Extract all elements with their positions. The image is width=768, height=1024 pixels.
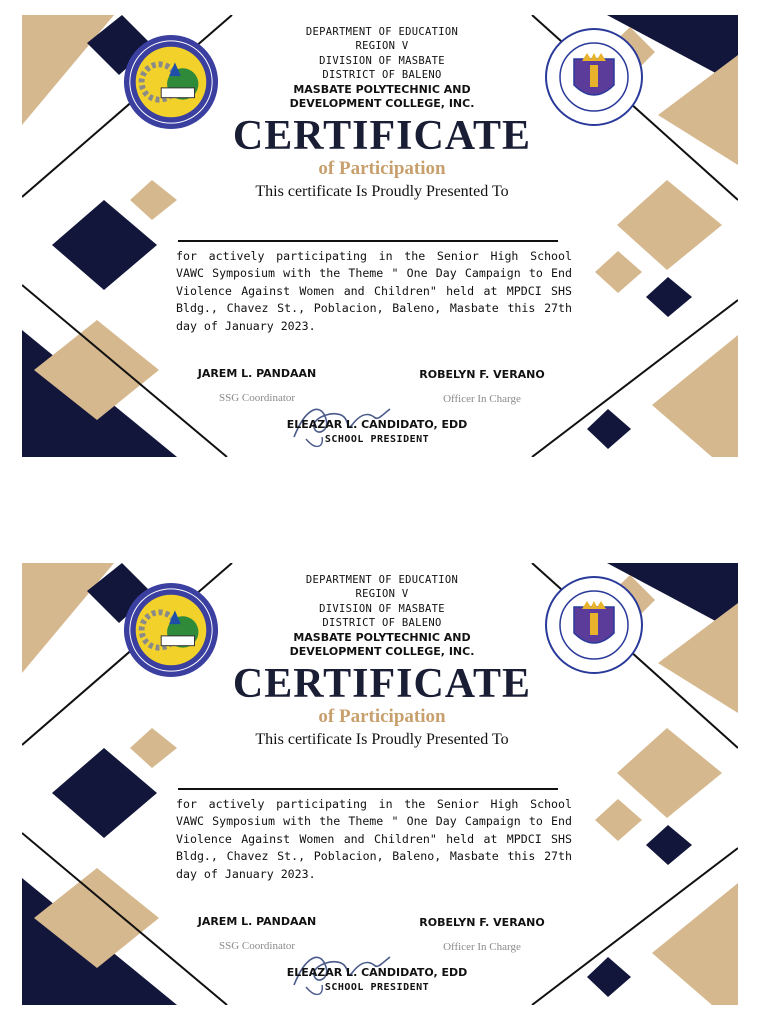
header-division: DIVISION OF MASBATE (319, 603, 445, 615)
signatory-left-name: JAREM L. PANDAAN (197, 915, 317, 928)
presented-to-text: This certificate Is Proudly Presented To (255, 183, 509, 200)
certificate-card (22, 15, 738, 457)
certificate-title: CERTIFICATE (232, 113, 532, 159)
signatory-left-role: SSG Coordinator (218, 392, 296, 404)
school-name-line-2: DEVELOPMENT COLLEGE, INC. (289, 97, 475, 110)
recipient-name-line (178, 788, 558, 790)
certificate-body: for actively participating in the Senior High School VAWC Symposium with the Theme " One Day Campaign to End Violence Against Women and Children" held at MPDCI SHS Bldg., Chavez St., Poblacion, Baleno, Masbate this 27th day of January 2023. (176, 249, 572, 333)
header-region: REGION V (355, 40, 409, 52)
signatory-right-name: ROBELYN F. VERANO (419, 916, 545, 929)
certificate-title: CERTIFICATE (232, 661, 532, 707)
certificate-subtitle: of Participation (318, 158, 446, 179)
signatory-left-name: JAREM L. PANDAAN (197, 367, 317, 380)
president-name: ELEAZAR L. CANDIDATO, EDD (286, 966, 468, 979)
president-role: SCHOOL PRESIDENT (324, 434, 430, 445)
header-region: REGION V (355, 588, 409, 600)
header-department: DEPARTMENT OF EDUCATION (305, 26, 459, 38)
certificate-subtitle: of Participation (318, 706, 446, 727)
signatory-left-role: SSG Coordinator (218, 940, 296, 952)
school-name-line-1: MASBATE POLYTECHNIC AND (293, 631, 471, 644)
president-name: ELEAZAR L. CANDIDATO, EDD (286, 418, 468, 431)
header-district: DISTRICT OF BALENO (322, 617, 442, 629)
deped-seal-icon (544, 575, 644, 675)
signatory-right-name: ROBELYN F. VERANO (419, 368, 545, 381)
recipient-name-line (178, 240, 558, 242)
deped-seal-icon (544, 27, 644, 127)
school-name-line-2: DEVELOPMENT COLLEGE, INC. (289, 645, 475, 658)
school-name-line-1: MASBATE POLYTECHNIC AND (293, 83, 471, 96)
president-role: SCHOOL PRESIDENT (324, 982, 430, 993)
header-division: DIVISION OF MASBATE (319, 55, 445, 67)
signatory-right-role: Officer In Charge (443, 941, 521, 953)
certificate-card (22, 563, 738, 1005)
certificate-body: for actively participating in the Senior High School VAWC Symposium with the Theme " One Day Campaign to End Violence Against Women and Children" held at MPDCI SHS Bldg., Chavez St., Poblacion, Baleno, Masbate this 27th day of January 2023. (176, 797, 572, 881)
header-district: DISTRICT OF BALENO (322, 69, 442, 81)
signatory-right-role: Officer In Charge (443, 393, 521, 405)
header-department: DEPARTMENT OF EDUCATION (305, 574, 459, 586)
presented-to-text: This certificate Is Proudly Presented To (255, 731, 509, 748)
